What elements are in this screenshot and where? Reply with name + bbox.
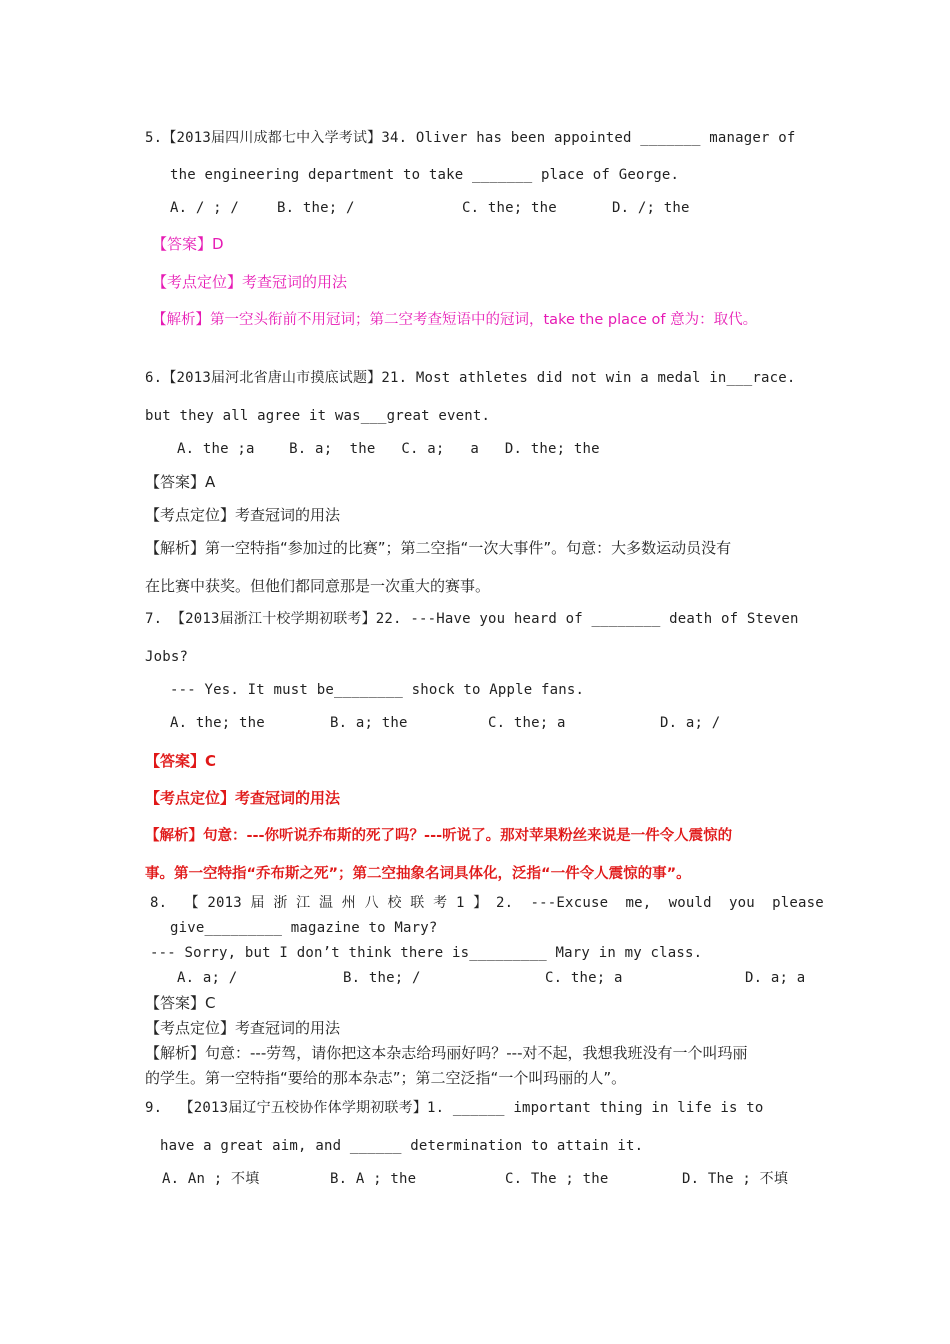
q8-analysis-line2: 的学生。第一空特指“要给的那本杂志”；第二空泛指“一个叫玛丽的人”。 bbox=[145, 1069, 627, 1087]
q5-analysis: 【解析】第一空头衔前不用冠词；第二空考查短语中的冠词，take the place of 意为：取代。 bbox=[152, 312, 758, 328]
q8-analysis-line1: 【解析】句意：---劳驾，请你把这本杂志给玛丽好吗？---对不起，我想我班没有一个叫玛丽 bbox=[145, 1044, 748, 1062]
q8-stem-line1: 8. 【 2013 届 浙 江 温 州 八 校 联 考 1 】 2. ---Excuse me, would you please bbox=[150, 895, 824, 911]
q7-stem-line2: Jobs? bbox=[145, 649, 189, 665]
q8-option-b: B. the; / bbox=[343, 970, 421, 986]
q9-stem-line2: have a great aim, and ______ determination to attain it. bbox=[160, 1138, 644, 1154]
q6-answer: 【答案】A bbox=[145, 473, 216, 491]
q8-answer: 【答案】C bbox=[145, 994, 216, 1012]
q9-option-b: B. A ; the bbox=[330, 1171, 417, 1187]
q5-stem-line2: the engineering department to take _______ place of George. bbox=[170, 167, 680, 183]
q7-stem-line1: 7. 【2013届浙江十校学期初联考】22. ---Have you heard of ________ death of Steven bbox=[145, 611, 799, 627]
q6-analysis-line1: 【解析】第一空特指“参加过的比赛”；第二空指“一次大事件”。句意：大多数运动员没有 bbox=[145, 539, 732, 557]
q9-option-d: D. The ; 不填 bbox=[682, 1171, 789, 1187]
q6-stem-line2: but they all agree it was___great event. bbox=[145, 408, 491, 424]
q8-stem-line2: give_________ magazine to Mary? bbox=[170, 920, 438, 936]
q5-stem-line1: 5.【2013届四川成都七中入学考试】34. Oliver has been appointed _______ manager of bbox=[145, 130, 796, 146]
q8-option-c: C. the; a bbox=[545, 970, 623, 986]
q6-stem-line1: 6.【2013届河北省唐山市摸底试题】21. Most athletes did not win a medal in___race. bbox=[145, 370, 796, 386]
q7-analysis-line1: 【解析】句意：---你听说乔布斯的死了吗？---听说了。那对苹果粉丝来说是一件令人震惊的 bbox=[145, 828, 733, 844]
q9-option-c: C. The ; the bbox=[505, 1171, 609, 1187]
q5-point: 【考点定位】考查冠词的用法 bbox=[152, 273, 348, 291]
q7-option-b: B. a; the bbox=[330, 715, 408, 731]
q9-option-a: A. An ; 不填 bbox=[162, 1171, 260, 1187]
q8-stem-line3: --- Sorry, but I don’t think there is_________ Mary in my class. bbox=[150, 945, 703, 961]
q7-option-a: A. the; the bbox=[170, 715, 265, 731]
q7-option-c: C. the; a bbox=[488, 715, 566, 731]
q5-option-b: B. the; / bbox=[277, 200, 355, 216]
q7-analysis-line2: 事。第一空特指“乔布斯之死”；第二空抽象名词具体化，泛指“一件令人震惊的事”。 bbox=[145, 866, 691, 882]
q5-answer: 【答案】D bbox=[152, 235, 224, 253]
q7-answer: 【答案】C bbox=[145, 752, 217, 770]
q8-point: 【考点定位】考查冠词的用法 bbox=[145, 1019, 341, 1037]
q7-point: 【考点定位】考查冠词的用法 bbox=[145, 789, 341, 807]
q6-point: 【考点定位】考查冠词的用法 bbox=[145, 506, 341, 524]
q8-option-a: A. a; / bbox=[177, 970, 238, 986]
q8-option-d: D. a; a bbox=[745, 970, 806, 986]
q9-stem-line1: 9. 【2013届辽宁五校协作体学期初联考】1. ______ important thing in life is to bbox=[145, 1100, 764, 1116]
q7-stem-line3: --- Yes. It must be________ shock to Apple fans. bbox=[170, 682, 585, 698]
q5-option-a: A. / ; / bbox=[170, 200, 240, 216]
q7-option-d: D. a; / bbox=[660, 715, 721, 731]
q6-options: A. the ;a B. a; the C. a; a D. the; the bbox=[177, 441, 600, 457]
q5-option-c: C. the; the bbox=[462, 200, 557, 216]
q6-analysis-line2: 在比赛中获奖。但他们都同意那是一次重大的赛事。 bbox=[145, 577, 491, 595]
q5-option-d: D. /; the bbox=[612, 200, 690, 216]
